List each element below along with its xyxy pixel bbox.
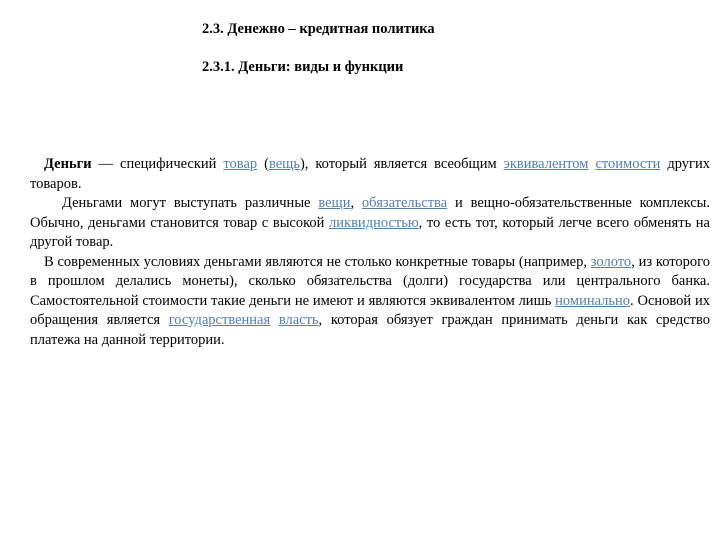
text-span: , которая обязует граждан принимать деньги как средство платежа на данной территории. xyxy=(30,312,711,348)
text-span: , xyxy=(350,195,362,211)
link-nominalno[interactable]: номинально xyxy=(555,292,631,309)
link-obyazatelstva[interactable]: обязательства xyxy=(361,195,448,211)
text-span: В современных условиях деньгами являются не столько конкретные товары (например, xyxy=(44,253,591,270)
link-stoimost[interactable]: стоимости xyxy=(595,156,661,172)
link-likvidnost[interactable]: ликвидностью xyxy=(329,214,419,231)
term-money: Деньги xyxy=(44,156,92,172)
link-vlast[interactable]: власть xyxy=(278,312,319,328)
paragraph-modern xyxy=(30,253,710,351)
section-heading: 2.3. Денежно – кредитная политика xyxy=(202,21,435,37)
paragraph-forms xyxy=(30,194,710,253)
text-span: ), который является всеобщим xyxy=(299,156,504,172)
text-span: , из которого в прошлом делались монеты), сколько обязательства (долги) государства или центрального банка. Самостоятельной стоимости такие деньги не имеют и являются эквивалентом лишь xyxy=(30,253,710,309)
text-span: , то есть тот, который легче всего обменять на другой товар. xyxy=(30,214,710,250)
subsection-heading: 2.3.1. Деньги: виды и функции xyxy=(202,59,404,75)
link-zoloto[interactable]: золото xyxy=(590,253,632,270)
text-span: — специфический xyxy=(91,156,224,172)
text-span: . Основой их обращения является xyxy=(30,292,710,328)
link-ekvivalent[interactable]: эквивалентом xyxy=(503,156,589,172)
link-veshch[interactable]: вещь xyxy=(268,156,300,172)
link-gosudarstvennaya[interactable]: государственная xyxy=(168,312,271,328)
link-tovar[interactable]: товар xyxy=(223,156,258,172)
link-veshchi[interactable]: вещи xyxy=(318,195,351,211)
text-span: и вещно-обязательственные комплексы. Обычно, деньгами становится товар с высокой xyxy=(30,195,710,231)
article-body xyxy=(30,155,710,350)
paragraph-definition xyxy=(30,155,710,194)
text-span: ( xyxy=(257,156,269,172)
text-span: других товаров. xyxy=(30,156,710,192)
text-span: Деньгами могут выступать различные xyxy=(62,195,319,211)
text-span xyxy=(270,312,279,328)
